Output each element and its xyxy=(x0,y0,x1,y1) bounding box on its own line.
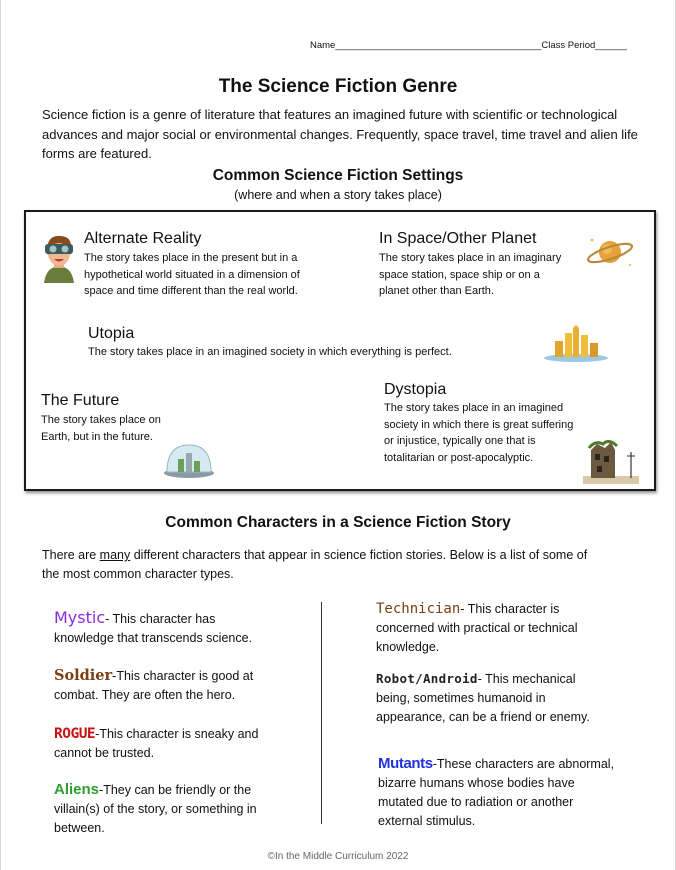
space-desc: The story takes place in an imaginary space station, space ship or on a planet other than Earth. xyxy=(379,252,562,297)
vr-headset-person-icon xyxy=(40,231,78,285)
settings-subheading: (where and when a story takes place) xyxy=(234,188,442,202)
aliens-name: Aliens xyxy=(54,781,100,798)
future-title: The Future xyxy=(41,392,120,409)
aliens-entry: Aliens-They can be friendly or the villain(s) of the story, or something in between. xyxy=(54,781,257,835)
utopia-title: Utopia xyxy=(88,325,135,342)
utopia-desc: The story takes place in an imagined society in which everything is perfect. xyxy=(88,346,452,358)
intro-paragraph: Science fiction is a genre of literature that features an imagined future with scientific or technological advances and major social or environmental changes. Frequently, space travel, time travel and alien life forms are featured. xyxy=(42,107,638,161)
characters-heading: Common Characters in a Science Fiction Story xyxy=(165,514,511,531)
name-label: Name xyxy=(310,40,336,51)
future-desc: The story takes place on Earth, but in the future. xyxy=(41,414,161,443)
rogue-entry: ROGUE-This character is sneaky and cannot be trusted. xyxy=(54,726,259,760)
column-divider xyxy=(321,602,322,824)
technician-entry: Technician- This character is concerned with practical or technical knowledge. xyxy=(376,601,578,654)
ringed-planet-icon xyxy=(584,232,636,272)
alternate-reality-desc: The story takes place in the present but in a hypothetical world situated in a dimension of space and time different than the real world. xyxy=(84,252,300,297)
class-period-label: Class Period xyxy=(541,40,596,51)
class-period-blank: ______ xyxy=(595,40,627,51)
technician-name: Technician xyxy=(376,601,461,617)
robot-entry: Robot/Android- This mechanical being, sometimes humanoid in appearance, can be a friend or enemy. xyxy=(376,671,590,724)
soldier-name: Soldier xyxy=(54,667,113,684)
domed-city-icon xyxy=(162,441,216,479)
settings-heading: Common Science Fiction Settings xyxy=(212,167,464,184)
soldier-entry: Soldier-This character is good at combat. They are often the hero. xyxy=(54,667,254,702)
space-title: In Space/Other Planet xyxy=(379,230,537,247)
name-line xyxy=(310,40,627,51)
dystopia-desc: The story takes place in an imagined society in which there is great suffering or injustice, typically one that is totalitarian or post-apocalyptic. xyxy=(384,402,574,464)
page-title: The Science Fiction Genre xyxy=(218,76,458,97)
rogue-name: ROGUE xyxy=(54,726,96,742)
dystopia-title: Dystopia xyxy=(384,381,447,398)
characters-intro: There are many different characters that appear in science fiction stories. Below is a list of some of the most common character types. xyxy=(42,548,588,581)
page-edge-left xyxy=(0,0,1,870)
mystic-name: Mystic xyxy=(54,608,106,627)
mutants-name: Mutants xyxy=(378,755,433,772)
ruined-building-icon xyxy=(583,438,639,484)
robot-android-name: Robot/Android xyxy=(376,671,478,686)
golden-city-icon xyxy=(541,325,611,363)
name-blank: _______________________________________ xyxy=(335,40,542,51)
mystic-entry: Mystic- This character has knowledge that transcends science. xyxy=(54,608,253,645)
footer-copyright: ©In the Middle Curriculum 2022 xyxy=(267,851,409,862)
mutants-entry: Mutants-These characters are abnormal, bizarre humans whose bodies have mutated due to radiation or another external stimulus. xyxy=(378,755,615,828)
alternate-reality-title: Alternate Reality xyxy=(84,230,202,247)
